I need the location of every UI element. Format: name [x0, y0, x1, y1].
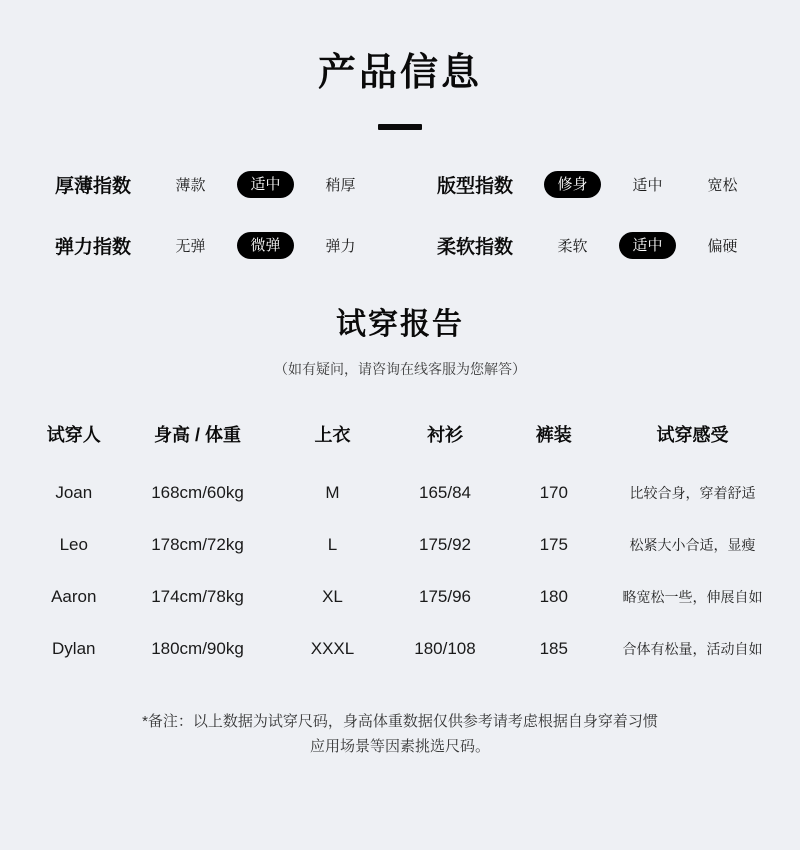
selected-option-pill: 修身 — [544, 171, 600, 198]
cell-pants-size: 180 — [539, 587, 568, 606]
cell-feeling: 略宽松一些，伸展自如 — [622, 589, 763, 605]
cell-top-size: L — [327, 535, 338, 554]
index-label: 弹力指数 — [55, 236, 132, 258]
option-label: 薄款 — [175, 176, 206, 194]
option-loose — [685, 171, 760, 198]
index-section — [0, 170, 800, 259]
option-label: 宽松 — [707, 176, 738, 194]
column-header-tester: 试穿人 — [46, 425, 101, 445]
cell-pants-size: 175 — [539, 535, 568, 554]
option-no-stretch — [153, 232, 228, 259]
option-regular — [610, 171, 685, 198]
footnote-line-1: *备注：以上数据为试穿尺码，身高体重数据仅供参考请考虑根据自身穿着习惯 — [142, 713, 658, 730]
column-header-feeling: 试穿感受 — [656, 425, 729, 445]
cell-feeling: 松紧大小合适，显瘦 — [629, 537, 756, 553]
cell-shirt-size: 165/84 — [419, 483, 471, 502]
cell-tester: Joan — [55, 483, 93, 502]
index-row-thickness — [0, 170, 400, 198]
option-label: 稍厚 — [325, 176, 356, 194]
fit-report-table — [0, 409, 800, 675]
index-options — [153, 171, 378, 198]
column-header-pants: 裤装 — [535, 425, 572, 445]
cell-shirt-size: 175/96 — [419, 587, 471, 606]
footnote — [0, 709, 800, 759]
cell-pants-size: 170 — [539, 483, 568, 502]
report-subtitle: （如有疑问，请咨询在线客服为您解答） — [274, 361, 526, 377]
footnote-line-2: 应用场景等因素挑选尺码。 — [309, 738, 490, 755]
option-soft — [535, 232, 610, 259]
table-row — [25, 519, 775, 571]
index-options — [535, 171, 760, 198]
option-label: 无弹 — [175, 237, 206, 255]
index-row-fit — [400, 170, 800, 198]
selected-option-pill: 适中 — [237, 171, 293, 198]
cell-pants-size: 185 — [539, 639, 568, 658]
cell-feeling: 合体有松量，活动自如 — [622, 641, 763, 657]
cell-shirt-size: 175/92 — [419, 535, 471, 554]
option-thin — [153, 171, 228, 198]
cell-shirt-size: 180/108 — [414, 639, 476, 658]
column-header-height-weight: 身高 / 体重 — [153, 425, 241, 445]
cell-top-size: M — [325, 483, 340, 502]
index-row-elasticity — [0, 231, 400, 259]
cell-tester: Leo — [59, 535, 88, 554]
cell-tester: Dylan — [52, 639, 96, 658]
index-row-softness — [400, 231, 800, 259]
cell-height-weight: 178cm/72kg — [151, 535, 244, 554]
index-label: 柔软指数 — [437, 236, 514, 258]
column-header-shirt: 衬衫 — [427, 425, 463, 445]
product-info-page — [0, 50, 800, 850]
table-row — [25, 571, 775, 623]
selected-option-pill: 微弹 — [237, 232, 293, 259]
cell-height-weight: 174cm/78kg — [151, 587, 244, 606]
option-label: 偏硬 — [707, 237, 738, 255]
cell-height-weight: 180cm/90kg — [151, 639, 244, 658]
report-title: 试穿报告 — [336, 308, 464, 341]
option-label: 适中 — [632, 176, 663, 194]
cell-top-size: XL — [322, 587, 343, 606]
cell-height-weight: 168cm/60kg — [151, 483, 244, 502]
cell-tester: Aaron — [51, 587, 97, 606]
table-row — [25, 623, 775, 675]
index-label: 版型指数 — [437, 175, 514, 197]
index-label: 厚薄指数 — [55, 175, 132, 197]
column-header-top: 上衣 — [314, 425, 351, 445]
cell-feeling: 比较合身，穿着舒适 — [629, 485, 756, 501]
cell-top-size: XXXL — [310, 639, 355, 658]
page-title: 产品信息 — [317, 52, 482, 94]
index-options — [535, 232, 760, 259]
option-thick — [303, 171, 378, 198]
option-medium-selected — [610, 232, 685, 259]
table-header-row — [25, 409, 775, 459]
selected-option-pill: 适中 — [619, 232, 675, 259]
option-micro-stretch-selected — [228, 232, 303, 259]
table-row — [25, 467, 775, 519]
index-options — [153, 232, 378, 259]
option-slim-selected — [535, 171, 610, 198]
option-hard — [685, 232, 760, 259]
title-divider — [378, 124, 422, 130]
table-body — [25, 467, 775, 675]
option-label: 柔软 — [557, 237, 588, 255]
option-stretch — [303, 232, 378, 259]
option-medium-selected — [228, 171, 303, 198]
option-label: 弹力 — [325, 237, 356, 255]
